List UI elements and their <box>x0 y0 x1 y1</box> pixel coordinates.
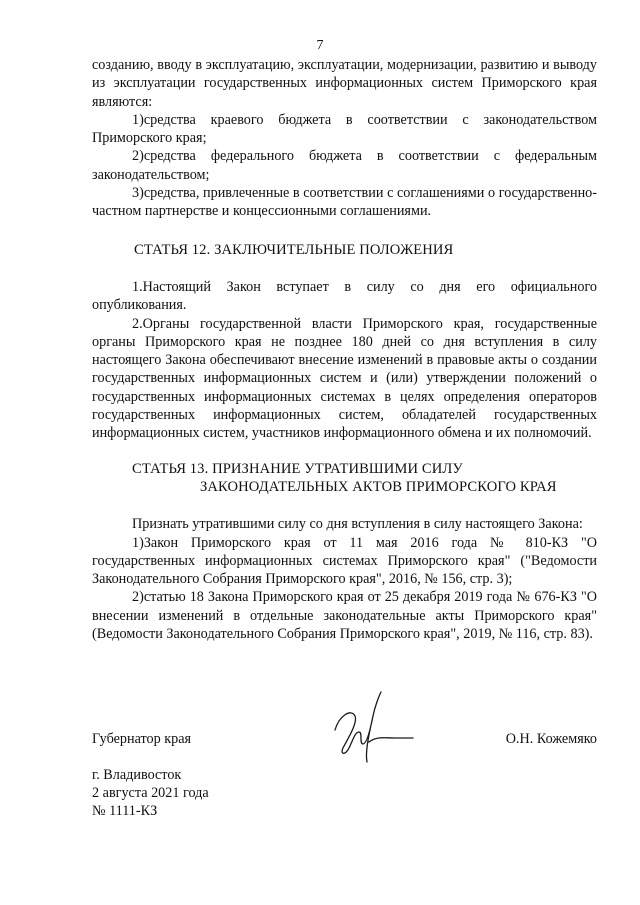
handwritten-signature <box>325 686 415 766</box>
source-item-1: 1)средства краевого бюджета в соответствии с законодательством Приморского края; <box>92 111 597 147</box>
signatory-position: Губернатор края <box>92 731 192 747</box>
place: г. Владивосток <box>92 767 182 783</box>
article-13-item-2: 2)статью 18 Закона Приморского края от 25 декабря 2019 года № 676-КЗ "О внесении изменений в отдельные законодательные акты Приморского края" (Ведомости Законодательного Собрания Приморского края", 2019, № 116, стр. 83). <box>92 589 597 643</box>
document-meta <box>92 766 209 820</box>
article-13-heading-line-1: СТАТЬЯ 13. ПРИЗНАНИЕ УТРАТИВШИМИ СИЛУ <box>132 460 463 477</box>
source-item-2: 2)средства федерального бюджета в соответствии с федеральным законодательством; <box>92 148 597 183</box>
law-number: № 1111-КЗ <box>92 803 158 819</box>
source-item-3: 3)средства, привлеченные в соответствии с соглашениями о государственно-частном партнерстве и концессионными соглашениями. <box>92 185 597 220</box>
article-13-intro: Признать утратившими силу со дня вступления в силу настоящего Закона: <box>132 516 583 533</box>
intro-paragraph: созданию, вводу в эксплуатацию, эксплуатации, модернизации, развитию и выводу из эксплуатации государственных информационных систем Приморского края являются: <box>92 57 597 110</box>
date: 2 августа 2021 года <box>92 785 209 801</box>
signatory-name: О.Н. Кожемяко <box>505 731 597 747</box>
article-12-heading: СТАТЬЯ 12. ЗАКЛЮЧИТЕЛЬНЫЕ ПОЛОЖЕНИЯ <box>134 241 454 258</box>
page-number: 7 <box>316 38 324 53</box>
article-12-paragraph-1: 1.Настоящий Закон вступает в силу со дня его официального опубликования. <box>92 278 597 314</box>
article-13-item-1: 1)Закон Приморского края от 11 мая 2016 года № 810-КЗ "О государственных информационных системах Приморского края" ("Ведомости Законодательного Собрания Приморского края", 2016, № 156, стр. 3); <box>92 534 597 588</box>
article-13-heading-line-2: ЗАКОНОДАТЕЛЬНЫХ АКТОВ ПРИМОРСКОГО КРАЯ <box>200 478 557 495</box>
article-12-paragraph-2: 2.Органы государственной власти Приморского края, государственные органы Приморского края не позднее 180 дней со дня вступления в силу настоящего Закона обеспечивают внесение изменений в правовые акты о создании государственных информационных систем и (или) утверждении положений о государственных информационных системах в целях определения операторов государственных информационных систем, обладателей государственных информационных систем, участников информационного обмена и их полномочий. <box>92 315 597 442</box>
document-body <box>92 56 597 643</box>
